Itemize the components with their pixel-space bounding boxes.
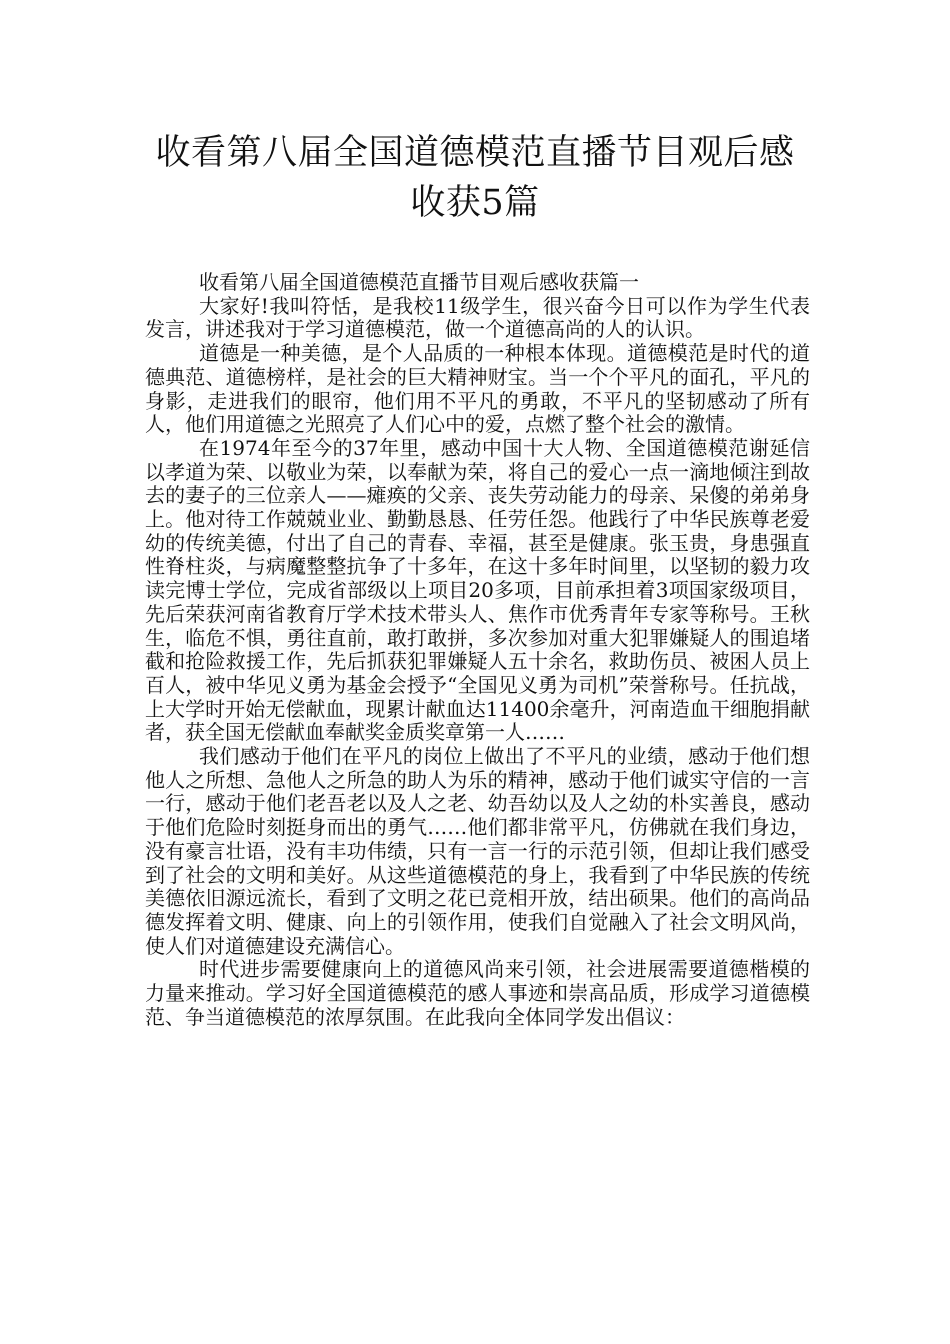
paragraph-2: 道德是一种美德，是个人品质的一种根本体现。道德模范是时代的道德典范、道德榜样，是社会的巨大精神财宝。当一个个平凡的面孔，平凡的身影，走进我们的眼帘，他们用不平凡的勇敢，不平凡的坚韧感动了所有人，他们用道德之光照亮了人们心中的爱，点燃了整个社会的激情。 [145, 341, 810, 437]
paragraph-1: 大家好!我叫符恬，是我校11级学生，很兴奋今日可以作为学生代表发言，讲述我对于学习道德模范，做一个道德高尚的人的认识。 [145, 293, 810, 342]
section-heading: 收看第八届全国道德模范直播节目观后感收获篇一 [199, 270, 639, 294]
document-body [145, 271, 810, 1030]
paragraph-5: 时代进步需要健康向上的道德风尚来引领，社会进展需要道德楷模的力量来推动。学习好全国道德模范的感人事迹和崇高品质，形成学习道德模范、争当道德模范的浓厚氛围。在此我向全体同学发出倡议： [145, 957, 810, 1029]
paragraph-4: 我们感动于他们在平凡的岗位上做出了不平凡的业绩，感动于他们想他人之所想、急他人之所急的助人为乐的精神，感动于他们诚实守信的一言一行，感动于他们老吾老以及人之老、幼吾幼以及人之幼的朴实善良，感动于他们危险时刻挺身而出的勇气……他们都非常平凡，仿佛就在我们身边，没有豪言壮语，没有丰功伟绩，只有一言一行的示范引领，但却让我们感受到了社会的文明和美好。从这些道德模范的身上，我看到了中华民族的传统美德依旧源远流长，看到了文明之花已竞相开放，结出硕果。他们的高尚品德发挥着文明、健康、向上的引领作用，使我们自觉融入了社会文明风尚，使人们对道德建设充满信心。 [145, 744, 810, 958]
document-title-line-2: 收获5篇 [410, 183, 540, 223]
document-title-line-1: 收看第八届全国道德模范直播节目观后感 [155, 133, 795, 173]
paragraph-3: 在1974年至今的37年里，感动中国十大人物、全国道德模范谢延信以孝道为荣、以敬业为荣，以奉献为荣，将自己的爱心一点一滴地倾注到故去的妻子的三位亲人——瘫痪的父亲、丧失劳动能力的母亲、呆傻的弟弟身上。他对待工作兢兢业业、勤勤恳恳、任劳任怨。他践行了中华民族尊老爱幼的传统美德，付出了自己的青春、幸福，甚至是健康。张玉贵，身患强直性脊柱炎，与病魔整整抗争了十多年，在这十多年时间里，以坚韧的毅力攻读完博士学位，完成省部级以上项目20多项，目前承担着3项国家级项目，先后荣获河南省教育厅学术技术带头人、焦作市优秀青年专家等称号。王秋生，临危不惧，勇往直前，敢打敢拼，多次参加对重大犯罪嫌疑人的围追堵截和抢险救援工作，先后抓获犯罪嫌疑人五十余名，救助伤员、被困人员上百人，被中华见义勇为基金会授予“全国见义勇为司机”荣誉称号。任抗战，上大学时开始无偿献血，现累计献血达11400余毫升，河南造血干细胞捐献者，获全国无偿献血奉献奖金质奖章第一人…… [145, 435, 810, 745]
